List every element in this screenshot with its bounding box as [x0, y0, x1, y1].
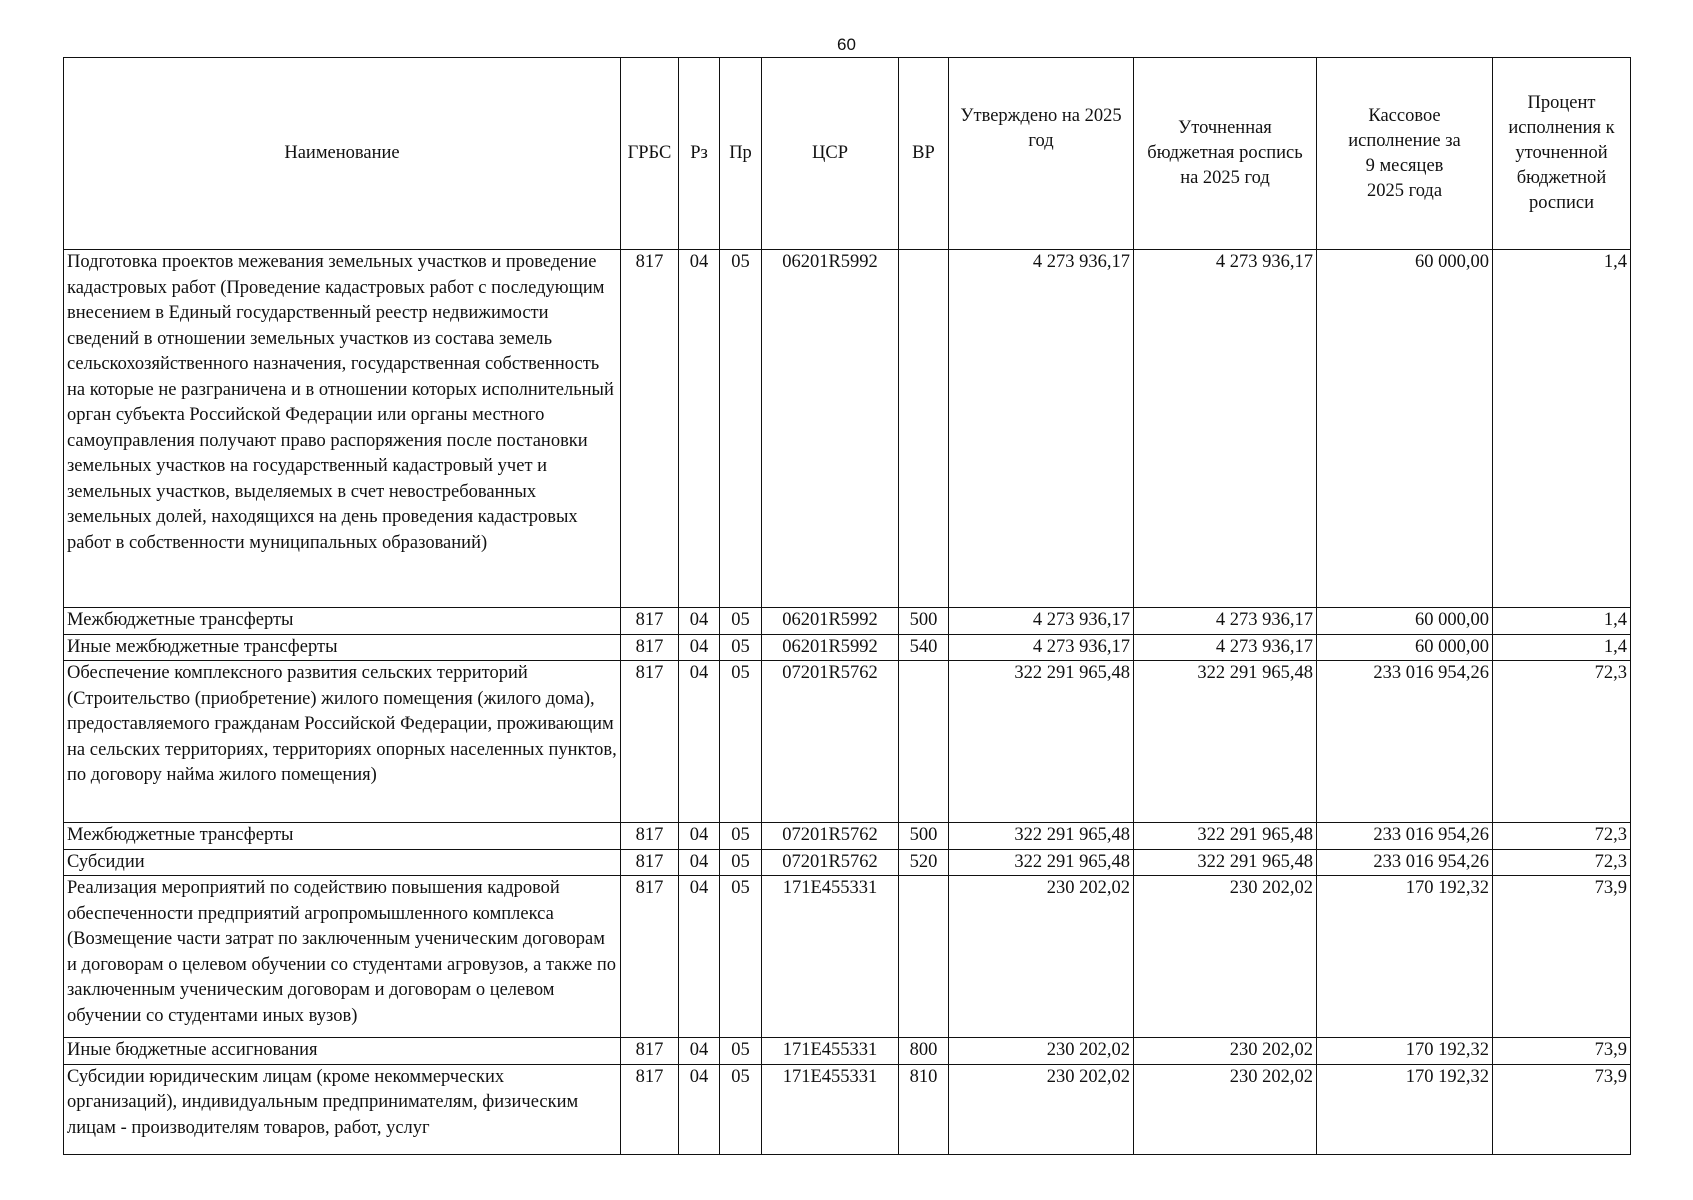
row-percent: 72,3: [1493, 661, 1631, 823]
row-name: Межбюджетные трансферты: [64, 608, 621, 635]
table-row: [64, 876, 1631, 1038]
row-percent: 1,4: [1493, 608, 1631, 635]
row-cash: 60 000,00: [1317, 634, 1493, 661]
row-approved: 230 202,02: [949, 1038, 1134, 1065]
header-cash: Кассовое исполнение за 9 месяцев 2025 года: [1317, 58, 1493, 250]
row-cash: 170 192,32: [1317, 1038, 1493, 1065]
row-pr: 05: [720, 823, 762, 850]
row-rz: 04: [679, 823, 720, 850]
row-csr: 06201R5992: [762, 250, 899, 608]
row-percent: 73,9: [1493, 1064, 1631, 1154]
row-cash: 170 192,32: [1317, 876, 1493, 1038]
row-name: Субсидии юридическим лицам (кроме некоммерческих организаций), индивидуальным предпринимателям, физическим лицам - производителям товаров, работ, услуг: [64, 1064, 621, 1154]
row-pr: 05: [720, 661, 762, 823]
row-csr: 171E455331: [762, 876, 899, 1038]
table-row: [64, 849, 1631, 876]
row-refined: 4 273 936,17: [1134, 250, 1317, 608]
row-approved: 322 291 965,48: [949, 823, 1134, 850]
table-row: [64, 823, 1631, 850]
row-refined: 4 273 936,17: [1134, 608, 1317, 635]
row-pr: 05: [720, 849, 762, 876]
row-csr: 06201R5992: [762, 608, 899, 635]
row-grbs: 817: [621, 608, 679, 635]
row-rz: 04: [679, 634, 720, 661]
row-approved: 322 291 965,48: [949, 661, 1134, 823]
row-refined: 230 202,02: [1134, 1038, 1317, 1065]
row-vr: 500: [899, 823, 949, 850]
header-refined: Уточненная бюджетная роспись на 2025 год: [1134, 58, 1317, 250]
row-vr: [899, 876, 949, 1038]
budget-table: [63, 57, 1631, 1155]
row-rz: 04: [679, 1038, 720, 1065]
row-refined: 230 202,02: [1134, 1064, 1317, 1154]
row-cash: 233 016 954,26: [1317, 661, 1493, 823]
row-grbs: 817: [621, 1038, 679, 1065]
row-grbs: 817: [621, 634, 679, 661]
row-grbs: 817: [621, 876, 679, 1038]
row-percent: 72,3: [1493, 823, 1631, 850]
row-pr: 05: [720, 1038, 762, 1065]
row-approved: 230 202,02: [949, 876, 1134, 1038]
row-cash: 60 000,00: [1317, 250, 1493, 608]
page-number: 60: [837, 35, 856, 54]
header-csr: ЦСР: [762, 58, 899, 250]
row-csr: 07201R5762: [762, 849, 899, 876]
row-pr: 05: [720, 608, 762, 635]
header-approved: Утверждено на 2025 год: [949, 58, 1134, 250]
row-vr: [899, 250, 949, 608]
row-cash: 233 016 954,26: [1317, 823, 1493, 850]
row-csr: 06201R5992: [762, 634, 899, 661]
row-name: Субсидии: [64, 849, 621, 876]
row-grbs: 817: [621, 823, 679, 850]
row-name: Иные межбюджетные трансферты: [64, 634, 621, 661]
table-row: [64, 608, 1631, 635]
row-pr: 05: [720, 250, 762, 608]
table-row: [64, 1038, 1631, 1065]
row-rz: 04: [679, 1064, 720, 1154]
header-name: Наименование: [64, 58, 621, 250]
row-grbs: 817: [621, 250, 679, 608]
row-vr: 520: [899, 849, 949, 876]
row-approved: 4 273 936,17: [949, 634, 1134, 661]
row-refined: 4 273 936,17: [1134, 634, 1317, 661]
row-cash: 60 000,00: [1317, 608, 1493, 635]
row-name: Иные бюджетные ассигнования: [64, 1038, 621, 1065]
row-percent: 72,3: [1493, 849, 1631, 876]
row-approved: 4 273 936,17: [949, 250, 1134, 608]
row-csr: 07201R5762: [762, 823, 899, 850]
header-percent: Процент исполнения к уточненной бюджетной росписи: [1493, 58, 1631, 250]
row-grbs: 817: [621, 661, 679, 823]
row-csr: 171E455331: [762, 1064, 899, 1154]
row-cash: 170 192,32: [1317, 1064, 1493, 1154]
row-rz: 04: [679, 661, 720, 823]
row-name: Обеспечение комплексного развития сельских территорий (Строительство (приобретение) жилого помещения (жилого дома), предоставляемого гражданам Российской Федерации, проживающим на сельских территориях, территориях опорных населенных пунктов, по договору найма жилого помещения): [64, 661, 621, 823]
row-name: Реализация мероприятий по содействию повышения кадровой обеспеченности предприятий агропромышленного комплекса (Возмещение части затрат по заключенным ученическим договорам и договорам о целевом обучении со студентами агровузов, а также по заключенным ученическим договорам и договорам о целевом обучении со студентами иных вузов): [64, 876, 621, 1038]
row-refined: 322 291 965,48: [1134, 849, 1317, 876]
row-rz: 04: [679, 876, 720, 1038]
row-grbs: 817: [621, 1064, 679, 1154]
row-percent: 1,4: [1493, 634, 1631, 661]
row-pr: 05: [720, 1064, 762, 1154]
table-header-row: [64, 58, 1631, 250]
row-vr: [899, 661, 949, 823]
row-approved: 322 291 965,48: [949, 849, 1134, 876]
row-vr: 540: [899, 634, 949, 661]
row-percent: 1,4: [1493, 250, 1631, 608]
row-vr: 810: [899, 1064, 949, 1154]
header-rz: Рз: [679, 58, 720, 250]
row-grbs: 817: [621, 849, 679, 876]
row-vr: 500: [899, 608, 949, 635]
row-pr: 05: [720, 634, 762, 661]
table-row: [64, 250, 1631, 608]
row-name: Подготовка проектов межевания земельных участков и проведение кадастровых работ (Проведение кадастровых работ с последующим внесением в Единый государственный реестр недвижимости сведений в отношении земельных участков из состава земель сельскохозяйственного назначения, государственная собственность на которые не разграничена и в отношении которых исполнительный орган субъекта Российской Федерации или органы местного самоуправления получают право распоряжения после постановки земельных участков на государственный кадастровый учет и земельных участков, выделяемых в счет невостребованных земельных долей, находящихся на день проведения кадастровых работ в собственности муниципальных образований): [64, 250, 621, 608]
header-grbs: ГРБС: [621, 58, 679, 250]
table-row: [64, 661, 1631, 823]
row-vr: 800: [899, 1038, 949, 1065]
row-refined: 322 291 965,48: [1134, 661, 1317, 823]
row-approved: 230 202,02: [949, 1064, 1134, 1154]
header-pr: Пр: [720, 58, 762, 250]
row-rz: 04: [679, 608, 720, 635]
header-vr: ВР: [899, 58, 949, 250]
table-row: [64, 1064, 1631, 1154]
row-name: Межбюджетные трансферты: [64, 823, 621, 850]
row-percent: 73,9: [1493, 1038, 1631, 1065]
row-refined: 322 291 965,48: [1134, 823, 1317, 850]
row-csr: 171E455331: [762, 1038, 899, 1065]
row-refined: 230 202,02: [1134, 876, 1317, 1038]
table-row: [64, 634, 1631, 661]
row-rz: 04: [679, 250, 720, 608]
row-pr: 05: [720, 876, 762, 1038]
row-rz: 04: [679, 849, 720, 876]
row-csr: 07201R5762: [762, 661, 899, 823]
row-cash: 233 016 954,26: [1317, 849, 1493, 876]
row-percent: 73,9: [1493, 876, 1631, 1038]
row-approved: 4 273 936,17: [949, 608, 1134, 635]
